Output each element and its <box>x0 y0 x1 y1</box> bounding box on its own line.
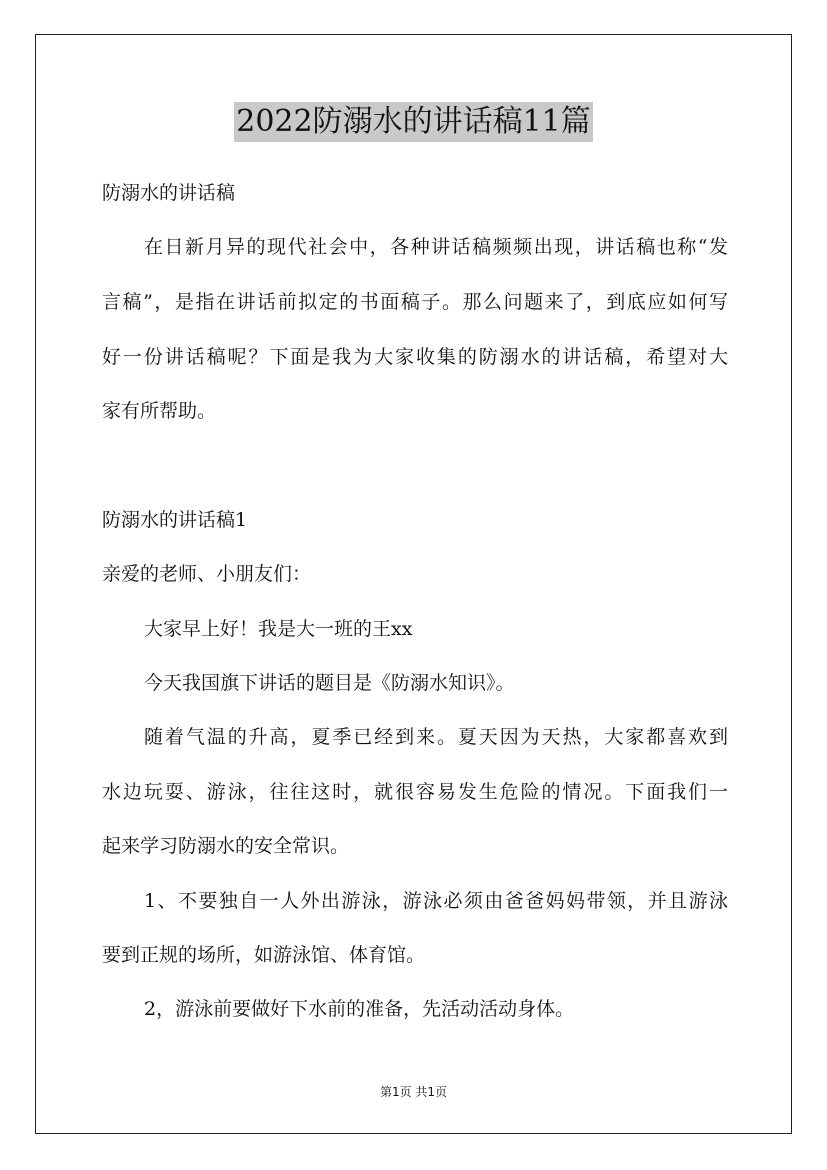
section-heading: 防溺水的讲话稿 <box>102 182 236 204</box>
section-heading: 防溺水的讲话稿1 <box>102 509 248 531</box>
paragraph-line: 随着气温的升高，夏季已经到来。夏天因为天热，大家都喜欢到 <box>144 726 728 748</box>
paragraph-line: 家有所帮助。 <box>102 400 217 422</box>
page-footer: 第1页 共1页 <box>379 1085 448 1099</box>
salutation: 亲爱的老师、小朋友们： <box>102 563 312 585</box>
paragraph-line: 言稿”，是指在讲话前拟定的书面稿子。那么问题来了，到底应如何写 <box>102 291 728 313</box>
paragraph-line: 起来学习防溺水的安全常识。 <box>102 835 350 857</box>
paragraph-line: 2，游泳前要做好下水前的准备，先活动活动身体。 <box>144 998 575 1020</box>
paragraph-line: 1、不要独自一人外出游泳，游泳必须由爸爸妈妈带领，并且游泳 <box>144 890 728 912</box>
document-title: 2022防溺水的讲话稿11篇 <box>234 102 593 142</box>
paragraph-line: 大家早上好！我是大一班的王xx <box>144 618 413 640</box>
paragraph-line: 水边玩耍、游泳，往往这时，就很容易发生危险的情况。下面我们一 <box>102 781 728 803</box>
paragraph-line: 好一份讲话稿呢？下面是我为大家收集的防溺水的讲话稿，希望对大 <box>102 346 728 368</box>
title-container <box>0 102 827 142</box>
paragraph-line: 今天我国旗下讲话的题目是《防溺水知识》。 <box>144 672 515 694</box>
paragraph-line: 在日新月异的现代社会中，各种讲话稿频频出现，讲话稿也称“发 <box>144 236 728 258</box>
paragraph-line: 要到正规的场所，如游泳馆、体育馆。 <box>102 944 426 966</box>
